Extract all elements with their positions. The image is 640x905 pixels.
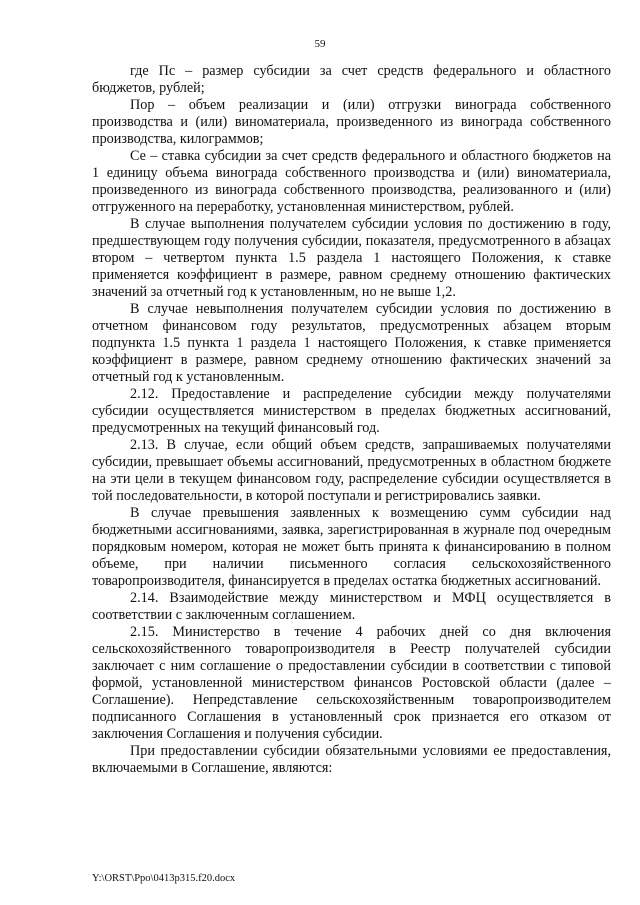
paragraph-2-15: 2.15. Министерство в течение 4 рабочих дней со дня включения сельскохозяйственного товаропроизводителя в Реестр получателей субсидии заключает с ним соглашение о предоставлении субсидии в соответствии с типовой формой, установленной министерством финансов Ростовской области (далее – Соглашение). Непредставление сельскохозяйственным товаропроизводителем подписанного Соглашения в установленный срок признается его отказом от заключения Соглашения и получения субсидии. [92,624,611,742]
paragraph-mandatory-conditions: При предоставлении субсидии обязательными условиями ее предоставления, включаемыми в Соглашение, являются: [92,743,611,776]
paragraph-pc-definition: где Пс – размер субсидии за счет средств федерального и областного бюджетов, рублей; [92,63,611,96]
paragraph-por-definition: Пор – объем реализации и (или) отгрузки винограда собственного производства и (или) виноматериала, произведенного из винограда собственного производства, килограммов; [92,97,611,147]
footer-file-path: Y:\ORST\Ppo\0413p315.f20.docx [92,873,236,884]
paragraph-coefficient-fulfilled: В случае выполнения получателем субсидии условия по достижению в году, предшествующем году получения субсидии, показателя, предусмотренного в абзацах втором – четвертом пункта 1.5 раздела 1 настоящего Положения, к ставке применяется коэффициент в размере, равном среднему отношению фактических значений за отчетный год к установленным, но не выше 1,2. [92,216,611,300]
paragraph-excess-claims: В случае превышения заявленных к возмещению сумм субсидии над бюджетными ассигнованиями, заявка, зарегистрированная в журнале под очередным порядковым номером, которая не может быть принята к финансированию в полном объеме, при наличии письменного согласия сельскохозяйственного товаропроизводителя, финансируется в пределах остатка бюджетных ассигнований. [92,505,611,589]
paragraph-2-12: 2.12. Предоставление и распределение субсидии между получателями субсидии осуществляется министерством в пределах бюджетных ассигнований, предусмотренных на текущий финансовый год. [92,386,611,436]
document-body [92,63,611,777]
paragraph-2-14: 2.14. Взаимодействие между министерством и МФЦ осуществляется в соответствии с заключенным соглашением. [92,590,611,623]
paragraph-2-13: 2.13. В случае, если общий объем средств, запрашиваемых получателями субсидии, превышает объемы ассигнований, предусмотренных в областном бюджете на эти цели в текущем финансовом году, распределение субсидии осуществляется в той последовательности, в которой поступали и регистрировались заявки. [92,437,611,504]
paragraph-se-definition: Се – ставка субсидии за счет средств федерального и областного бюджетов на 1 единицу объема винограда собственного производства и (или) виноматериала, произведенного из винограда собственного производства, реализованного и (или) отгруженного на переработку, установленная министерством, рублей. [92,148,611,215]
paragraph-coefficient-unfulfilled: В случае невыполнения получателем субсидии условия по достижению в отчетном финансовом году результатов, предусмотренных абзацем вторым подпункта 1.5 пункта 1 раздела 1 настоящего Положения, к ставке применяется коэффициент в размере, равном среднему отношению фактических значений за отчетный год к установленным. [92,301,611,385]
page-number: 59 [314,38,326,50]
